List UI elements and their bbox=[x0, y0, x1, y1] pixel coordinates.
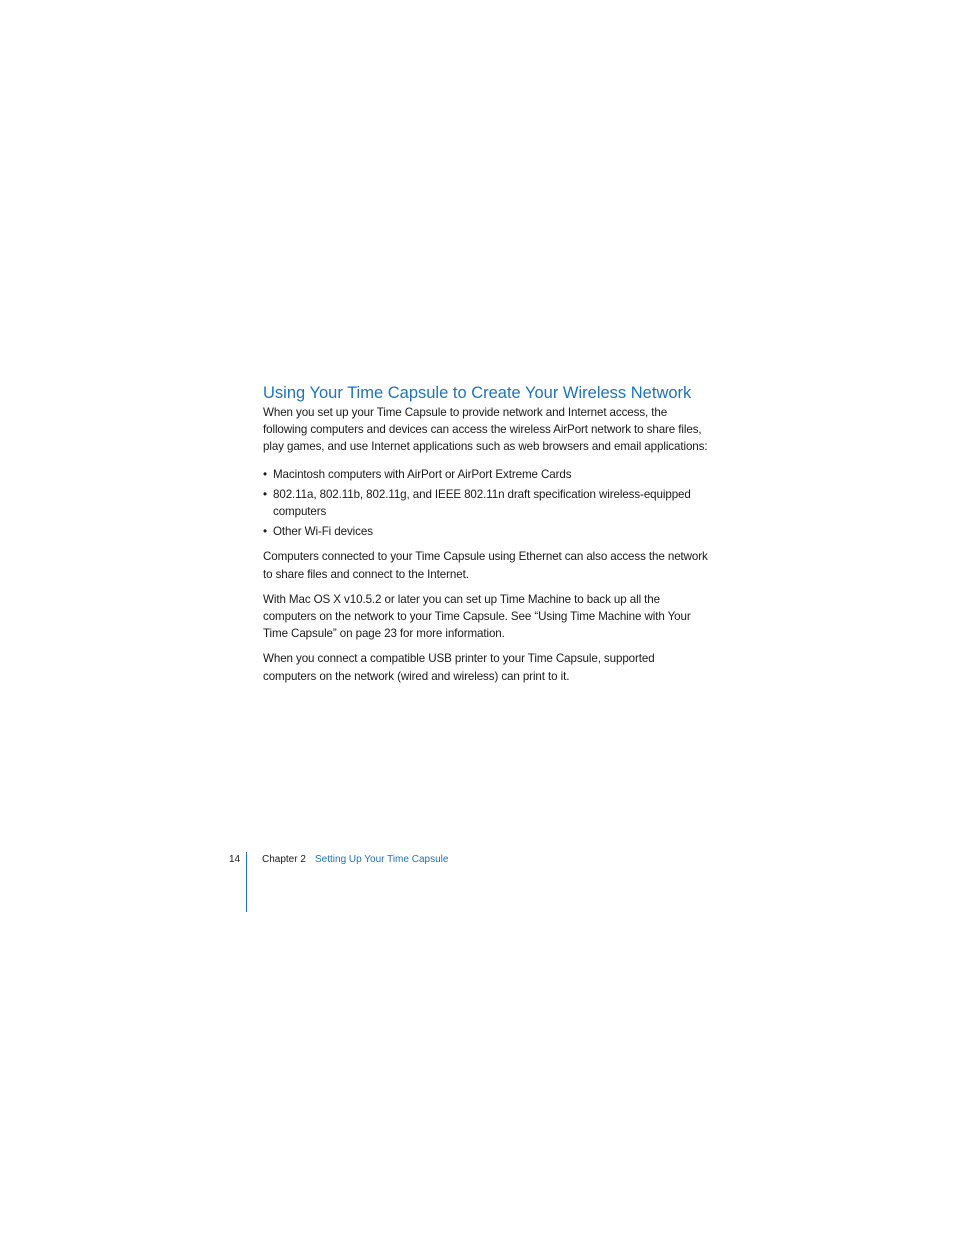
list-item-text: Other Wi-Fi devices bbox=[273, 525, 373, 539]
bullet-icon: • bbox=[263, 467, 267, 481]
bullet-icon: • bbox=[263, 487, 267, 501]
content-section bbox=[263, 382, 708, 685]
intro-paragraph: When you set up your Time Capsule to provide network and Internet access, the following computers and devices can access the wireless AirPort network to share files, play games, and use Internet applications such as web browsers and email applications: bbox=[263, 406, 708, 454]
footer-divider bbox=[246, 852, 247, 912]
bullet-icon: • bbox=[263, 525, 267, 539]
time-machine-paragraph: With Mac OS X v10.5.2 or later you can set up Time Machine to back up all the computers on the network to your Time Capsule. See “Using Time Machine with Your Time Capsule” on page 23 for more information. bbox=[263, 592, 691, 641]
chapter-title: Setting Up Your Time Capsule bbox=[315, 854, 449, 865]
ethernet-paragraph: Computers connected to your Time Capsule using Ethernet can also access the network to share files and connect to the Internet. bbox=[263, 550, 708, 581]
list-item-text: Macintosh computers with AirPort or AirPort Extreme Cards bbox=[273, 467, 572, 481]
device-list bbox=[263, 466, 708, 541]
printer-paragraph: When you connect a compatible USB printer to your Time Capsule, supported computers on the network (wired and wireless) can print to it. bbox=[263, 652, 655, 683]
page-footer bbox=[0, 852, 954, 912]
list-item bbox=[263, 486, 708, 520]
section-heading: Using Your Time Capsule to Create Your Wireless Network bbox=[263, 384, 692, 402]
list-item-text: 802.11a, 802.11b, 802.11g, and IEEE 802.11n draft specification wireless-equipped computers bbox=[273, 487, 691, 519]
page-number: 14 bbox=[229, 854, 241, 865]
list-item bbox=[263, 523, 708, 540]
list-item bbox=[263, 466, 708, 483]
chapter-label: Chapter 2 bbox=[262, 854, 306, 865]
